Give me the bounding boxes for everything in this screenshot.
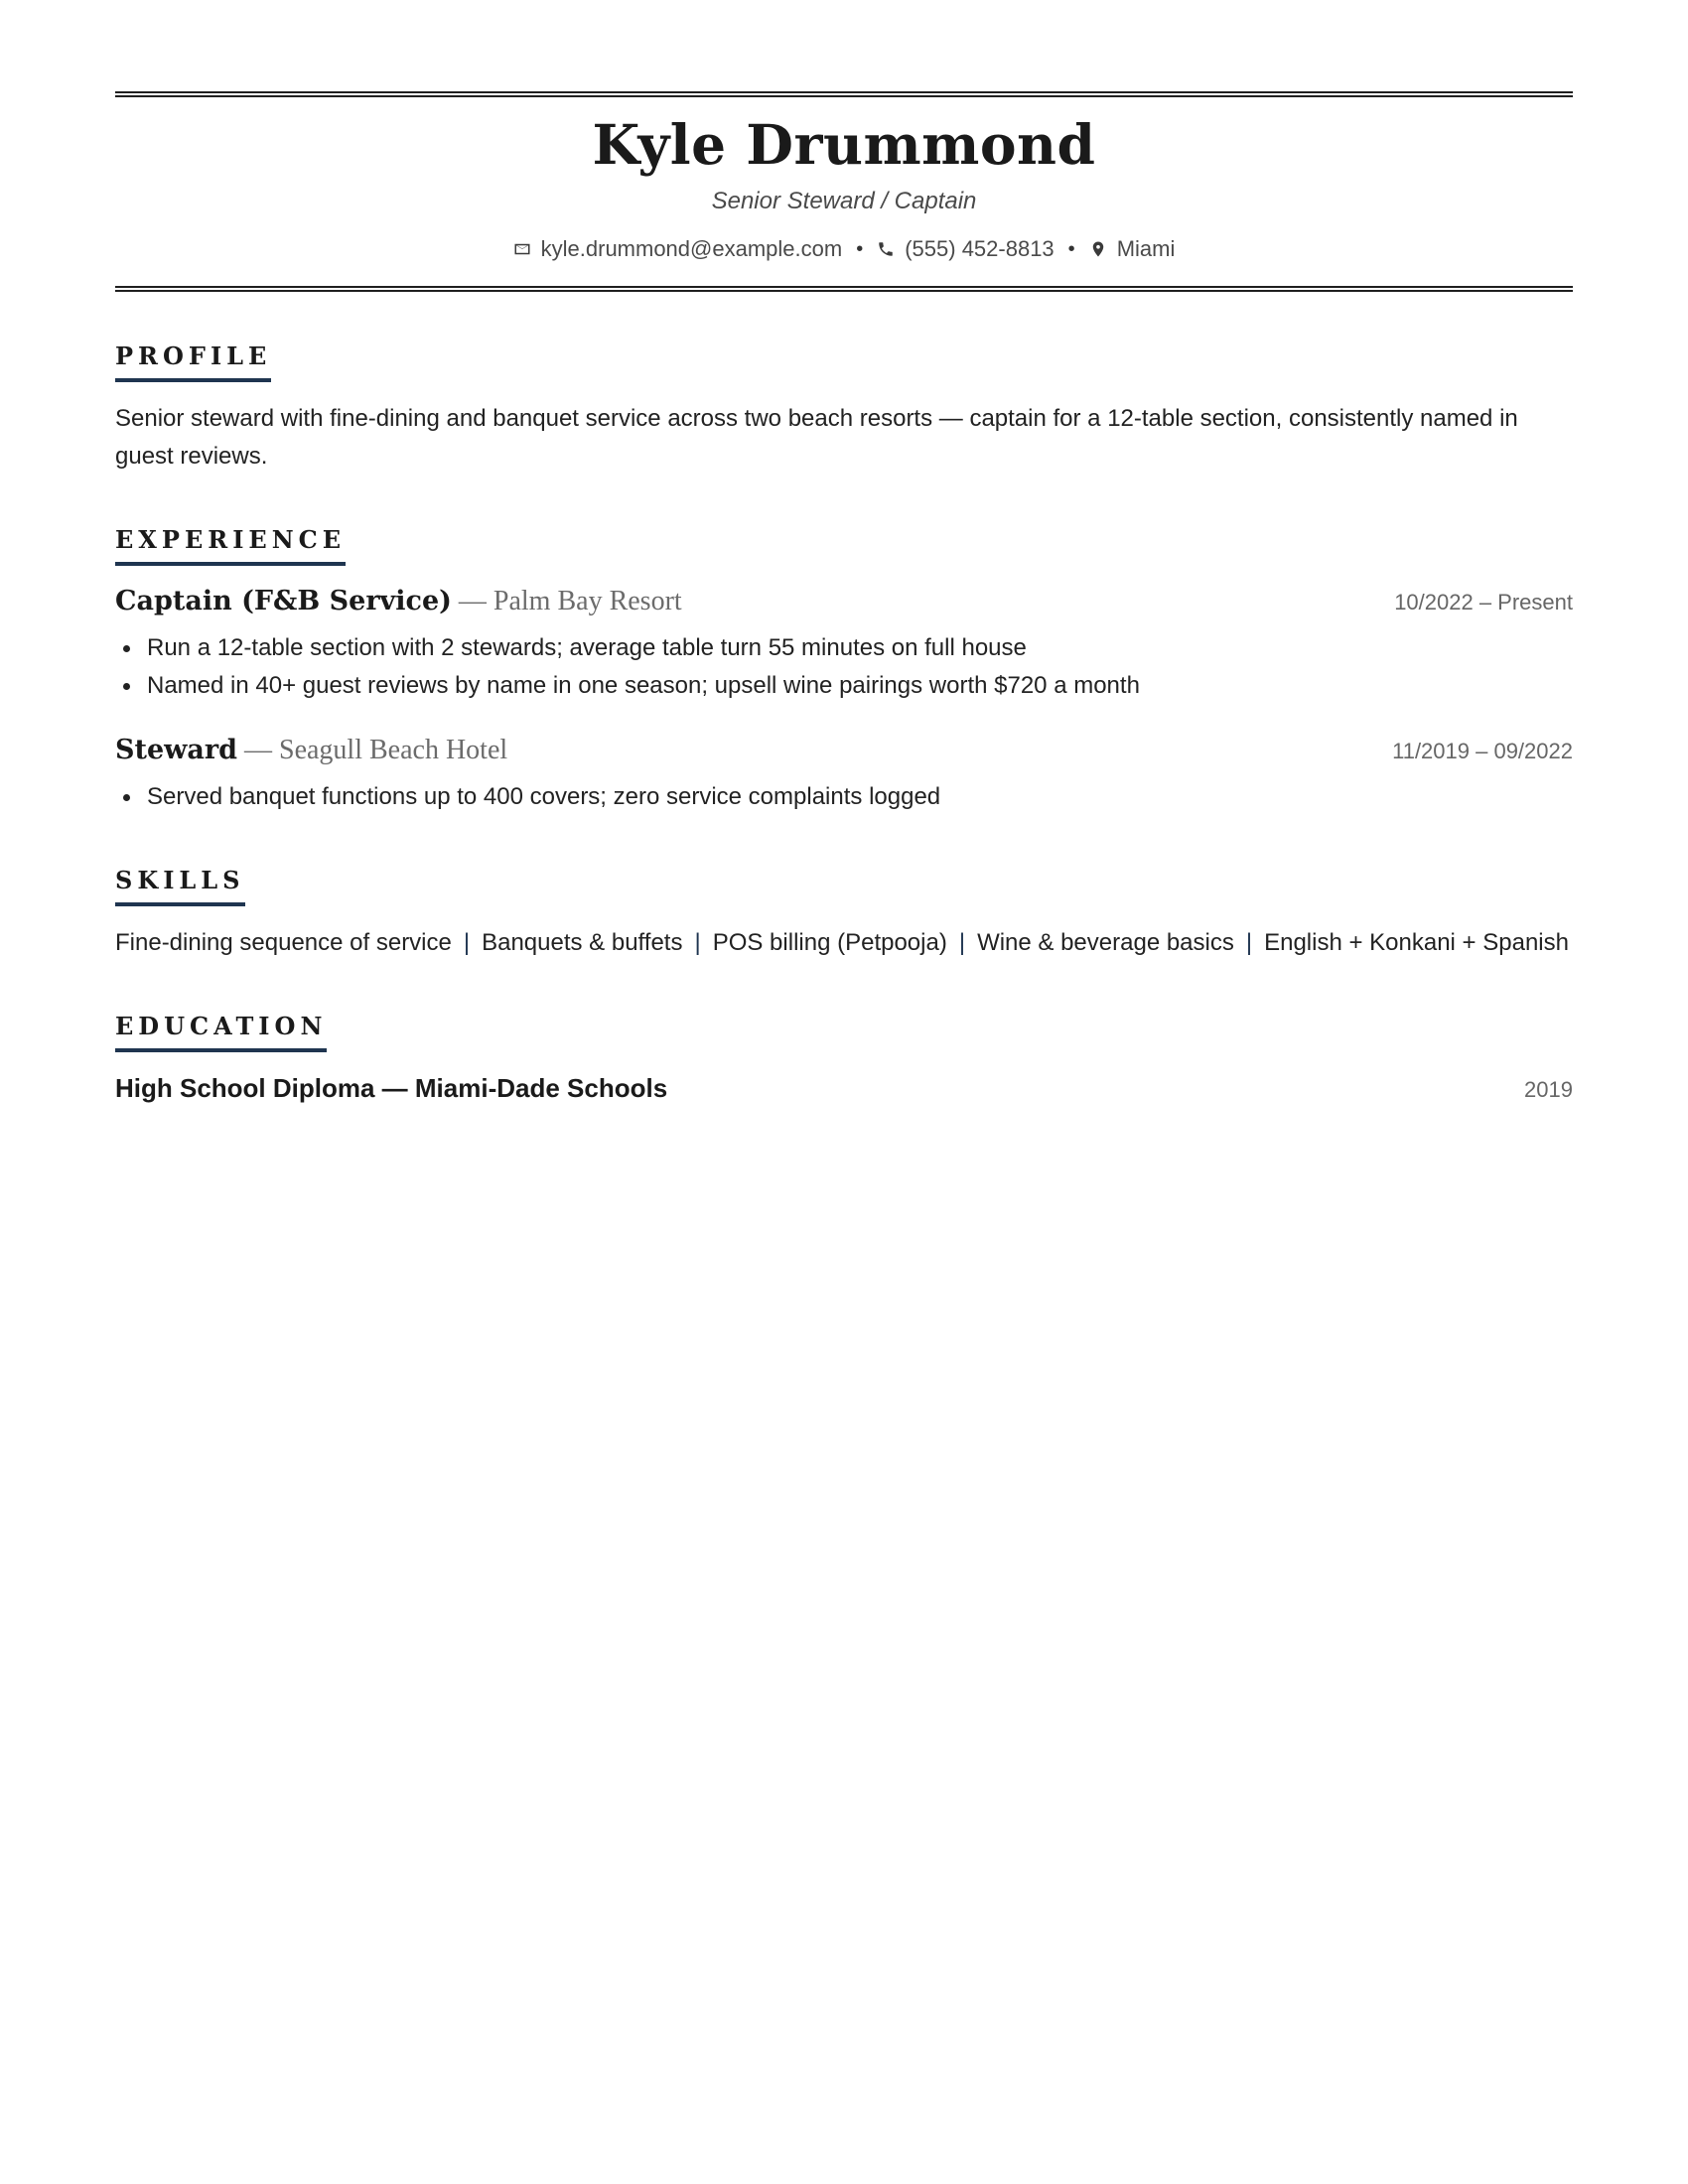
skill-separator: |	[694, 929, 701, 956]
resume-header	[115, 113, 1573, 264]
skill-item: Wine & beverage basics	[977, 929, 1234, 956]
job-bullet: Named in 40+ guest reviews by name in one season; upsell wine pairings worth $720 a month	[115, 667, 1573, 705]
education-year: 2019	[1524, 1077, 1573, 1102]
envelope-icon	[513, 240, 531, 258]
section-title-experience: EXPERIENCE	[115, 525, 346, 566]
job-bullet: Run a 12-table section with 2 stewards; average table turn 55 minutes on full house	[115, 629, 1573, 667]
section-title-profile: PROFILE	[115, 341, 271, 382]
education-section	[115, 1012, 1573, 1106]
skill-item: POS billing (Petpooja)	[712, 929, 947, 956]
job-title-line	[115, 584, 682, 619]
job-entry	[115, 733, 1573, 816]
job-dates: 11/2019 – 09/2022	[1392, 739, 1573, 763]
job-bullets	[115, 778, 1573, 816]
job-role: Captain (F&B Service)	[115, 586, 452, 616]
contact-separator: •	[1067, 238, 1075, 260]
skills-list	[115, 924, 1573, 962]
contact-phone[interactable]	[877, 234, 1054, 264]
education-degree: High School Diploma — Miami-Dade Schools	[115, 1073, 668, 1103]
job-title-line	[115, 733, 507, 768]
job-bullet: Served banquet functions up to 400 covers; zero service complaints logged	[115, 778, 1573, 816]
job-organization: — Palm Bay Resort	[451, 586, 682, 616]
header-bottom-rule	[115, 286, 1573, 292]
section-title-skills: SKILLS	[115, 866, 245, 906]
job-header	[115, 733, 1573, 768]
experience-section	[115, 525, 1573, 816]
job-role: Steward	[115, 735, 237, 765]
contact-line	[115, 234, 1573, 264]
skill-item: English + Konkani + Spanish	[1264, 929, 1569, 956]
candidate-tagline: Senior Steward / Captain	[711, 188, 977, 214]
candidate-name: Kyle Drummond	[592, 112, 1096, 177]
job-organization: — Seagull Beach Hotel	[237, 735, 508, 765]
header-top-rule	[115, 91, 1573, 97]
job-dates: 10/2022 – Present	[1394, 590, 1573, 614]
section-title-education: EDUCATION	[115, 1012, 327, 1052]
contact-separator: •	[856, 238, 864, 260]
skill-separator: |	[463, 929, 471, 956]
job-entry	[115, 584, 1573, 705]
skill-item: Fine-dining sequence of service	[115, 929, 452, 956]
job-header	[115, 584, 1573, 619]
skill-separator: |	[958, 929, 966, 956]
location-text: Miami	[1116, 236, 1176, 261]
job-bullets	[115, 629, 1573, 705]
profile-section	[115, 341, 1573, 476]
skill-separator: |	[1245, 929, 1253, 956]
skill-item: Banquets & buffets	[482, 929, 683, 956]
contact-location	[1089, 234, 1176, 264]
phone-text: (555) 452-8813	[905, 236, 1055, 261]
email-text: kyle.drummond@example.com	[540, 236, 843, 261]
map-pin-icon	[1089, 240, 1107, 258]
phone-icon	[877, 240, 895, 258]
education-entry	[115, 1070, 1573, 1106]
contact-email[interactable]	[513, 234, 843, 264]
skills-section	[115, 866, 1573, 962]
profile-summary: Senior steward with fine-dining and banquet service across two beach resorts — captain for a 12-table section, consistently named in guest reviews.	[115, 405, 1518, 470]
